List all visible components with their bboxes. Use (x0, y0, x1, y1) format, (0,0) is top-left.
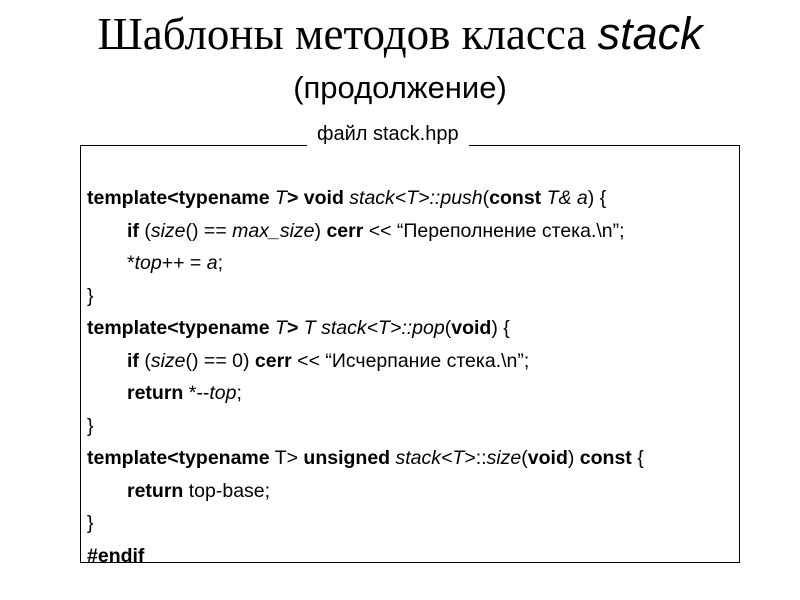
code-token: max_size (232, 219, 315, 242)
code-token: stack< (349, 187, 407, 209)
code-line-11 (87, 507, 644, 540)
code-token: ) (314, 219, 327, 242)
code-token: > (286, 187, 304, 209)
code-token: () == (185, 219, 233, 242)
code-token: } (87, 284, 94, 307)
code-line-2 (87, 215, 644, 248)
code-token: pop (412, 317, 445, 339)
code-token: return (127, 382, 184, 404)
code-token: T (406, 187, 419, 209)
code-line-10 (87, 475, 644, 508)
code-token: const (489, 187, 542, 209)
file-name-label: файл stack.hpp (307, 121, 469, 147)
code-token: T (275, 187, 287, 209)
code-token: top (209, 382, 237, 404)
code-token: << “Исчерпание стека.\n”; (291, 349, 530, 372)
code-token: typename (178, 317, 270, 339)
code-token: *-- (183, 382, 210, 404)
code-token: #endif (87, 544, 145, 567)
code-line-1 (87, 182, 644, 215)
code-line-8 (87, 410, 644, 443)
code-token: template< (87, 187, 179, 209)
code-line-3 (87, 247, 644, 280)
code-token: template< (87, 447, 179, 469)
code-token: unsigned (303, 447, 391, 469)
code-line-9 (87, 442, 644, 475)
slide-subtitle: (продолжение) (293, 70, 507, 105)
code-token: T stack< (303, 317, 379, 339)
code-token: T (275, 317, 287, 339)
code-line-4 (87, 280, 644, 313)
code-token: if (127, 349, 139, 372)
code-token: T (452, 447, 465, 469)
code-token: >:: (464, 447, 487, 469)
code-token: T> (269, 447, 304, 469)
code-token: () == 0) (185, 349, 255, 372)
code-line-12 (87, 540, 644, 573)
code-token: >:: (389, 317, 413, 339)
code-token: void (527, 447, 568, 469)
code-token: typename (178, 447, 270, 469)
code-token: ; (236, 382, 242, 404)
code-token: > (286, 317, 304, 339)
code-token: T (378, 317, 390, 339)
code-token: T& a (546, 187, 588, 209)
code-token: typename (178, 187, 270, 209)
code-token: ( (444, 317, 452, 339)
code-line-7 (87, 377, 644, 410)
code-token: size (150, 349, 186, 372)
code-token: return (127, 479, 184, 502)
code-token: ) (567, 447, 580, 469)
code-token: ; (217, 252, 223, 274)
code-token: stack< (395, 447, 453, 469)
code-token: ++ = (161, 252, 207, 274)
code-token: ) { (587, 187, 607, 209)
code-token: push (440, 187, 483, 209)
code-line-6 (87, 345, 644, 378)
code-token: ( (521, 447, 528, 469)
code-token: ) { (491, 317, 510, 339)
code-token: << “Переполнение стека.\n”; (363, 219, 625, 242)
code-token: size (486, 447, 522, 469)
code-token: >:: (418, 187, 441, 209)
code-token: cerr (254, 349, 292, 372)
code-token: top-base; (183, 479, 271, 502)
slide-title (0, 8, 800, 60)
slide-title-text: Шаблоны методов класса (97, 9, 598, 59)
code-token: top (134, 252, 162, 274)
code-token: { (631, 447, 644, 469)
code-line-5 (87, 312, 644, 345)
code-token: void (303, 187, 344, 209)
code-token: } (87, 512, 94, 534)
code-token: ( (138, 219, 151, 242)
slide-title-keyword: stack (597, 8, 703, 59)
code-token: const (579, 447, 632, 469)
code-token: void (451, 317, 492, 339)
code-token: ( (482, 187, 490, 209)
code-token: } (87, 414, 94, 437)
code-listing (87, 182, 644, 572)
code-token: if (127, 219, 139, 242)
code-token: template< (87, 317, 179, 339)
code-token: cerr (326, 219, 364, 242)
code-token: ( (138, 349, 151, 372)
code-token: a (206, 252, 218, 274)
code-token: * (127, 252, 135, 274)
code-token: size (150, 219, 186, 242)
